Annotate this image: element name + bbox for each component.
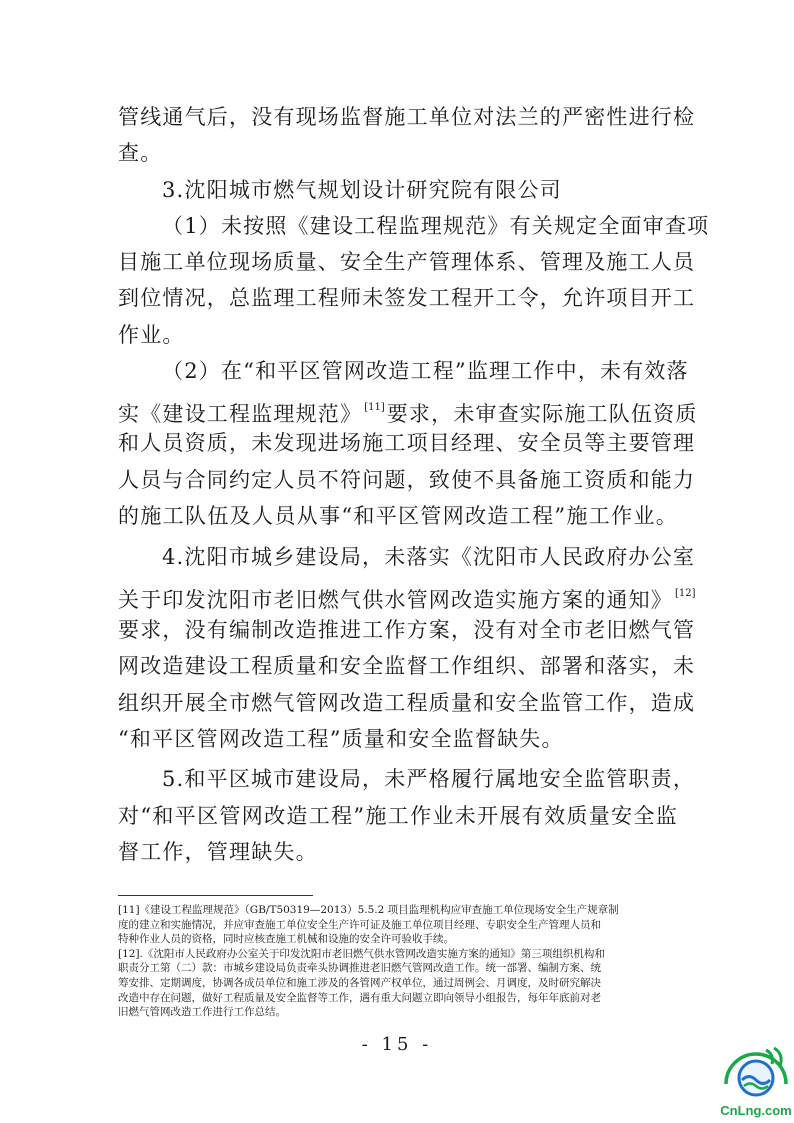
body-line (118, 576, 696, 612)
body-line (118, 100, 696, 135)
body-line-text: 督工作，管理缺失。 (118, 840, 318, 864)
cnlng-logo-icon (718, 1044, 794, 1120)
body-line-text: 作业。 (118, 323, 185, 347)
footnote-line: 旧燃气管网改造工作进行工作总结。 (118, 1006, 286, 1019)
footnote-line: [12].《沈阳市人民政府办公室关于印发沈阳市老旧燃气供水管网改造实施方案的通知》第三项组织机构和 (118, 947, 605, 960)
body-line-text: 和人员资质，未发现进场施工项目经理、安全员等主要管理 (118, 431, 696, 455)
body-line (118, 245, 696, 280)
body-line-text: 目施工单位现场质量、安全生产管理体系、管理及施工人员 (118, 250, 696, 274)
body-line (118, 649, 696, 684)
body-line (118, 499, 678, 534)
body-line (162, 209, 710, 244)
body-line-text: 组织开展全市燃气管网改造工程质量和安全监管工作，造成 (118, 691, 696, 715)
footnote-ref: [11] (364, 402, 385, 413)
body-line-text: （2）在“和平区管网改造工程”监理工作中，未有效落 (162, 359, 689, 383)
footnote-ref: [12] (675, 588, 696, 599)
body-line (118, 281, 696, 316)
body-line (118, 318, 678, 353)
logo-text: CnLng.com (720, 1103, 792, 1118)
body-line-text: 网改造建设工程质量和安全监督工作组织、部署和落实，未 (118, 654, 696, 678)
body-line (118, 136, 678, 171)
footnote-line: 筹安排、定期调度，协调各成员单位和施工涉及的各管网产权单位，通过周例会、月调度，及时研究解决 (118, 976, 601, 989)
body-line-text: 要求，没有编制改造推进工作方案，没有对全市老旧燃气管 (118, 618, 696, 642)
body-line-text: 的施工队伍及人员从事“和平区管网改造工程”施工作业。 (118, 504, 678, 528)
body-line (162, 354, 689, 389)
body-line (118, 722, 678, 757)
body-line-text: 对“和平区管网改造工程”施工作业未开展有效质量安全监 (118, 804, 678, 828)
page-number: - 15 - (361, 1034, 433, 1055)
body-line (118, 390, 698, 426)
body-line-text: 实《建设工程监理规范》 [11]要求，未审查实际施工队伍资质 (118, 402, 698, 426)
body-line-text: 3.沈阳城市燃气规划设计研究院有限公司 (162, 178, 562, 202)
footnote-line: 度的建立和实施情况，并应审查施工单位安全生产许可证及施工单位项目经理、专职安全生产管理人员和 (118, 918, 601, 931)
body-line (162, 540, 696, 575)
footnotes (118, 903, 683, 1020)
body-line (118, 799, 678, 834)
body-line (118, 835, 678, 870)
body-line (162, 173, 678, 208)
body-line (162, 762, 696, 797)
body-line-text: （1）未按照《建设工程监理规范》有关规定全面审查项 (162, 214, 710, 238)
body-line-text: 4.沈阳市城乡建设局，未落实《沈阳市人民政府办公室 (162, 545, 696, 569)
body-line (118, 463, 696, 498)
body-line (118, 613, 696, 648)
footnote-line: 改造中存在问题，做好工程质量及安全监督等工作，遇有重大问题立即向领导小组报告，每年年底前对老 (118, 991, 601, 1004)
footnote-line: 特种作业人员的资格，同时应核查施工机械和设施的安全许可验收手续。 (118, 933, 454, 946)
body-line-text: 查。 (118, 141, 163, 165)
footnote-separator (118, 895, 313, 896)
body-line-text: 5.和平区城市建设局，未严格履行属地安全监管职责， (162, 767, 696, 791)
body-line-text: 人员与合同约定人员不符问题，致使不具备施工资质和能力 (118, 468, 696, 492)
body-line (118, 426, 696, 461)
body-line-text: 到位情况，总监理工程师未签发工程开工令，允许项目开工 (118, 286, 696, 310)
footnote-line: [11]《建设工程监理规范》（GB/T50319—2013）5.5.2 项目监理机构应审查施工单位现场安全生产规章制 (118, 904, 619, 916)
body-line-text: “和平区管网改造工程”质量和安全监督缺失。 (118, 727, 564, 751)
body-line-text: 管线通气后，没有现场监督施工单位对法兰的严密性进行检 (118, 105, 696, 129)
footnote-line: 职责分工第（二）款：市城乡建设局负责牵头协调推进老旧燃气管网改造工作。统一部署、编制方案、统 (118, 962, 601, 975)
body-line-text: 关于印发沈阳市老旧燃气供水管网改造实施方案的通知》 [12] (118, 588, 696, 612)
body-line (118, 686, 696, 721)
